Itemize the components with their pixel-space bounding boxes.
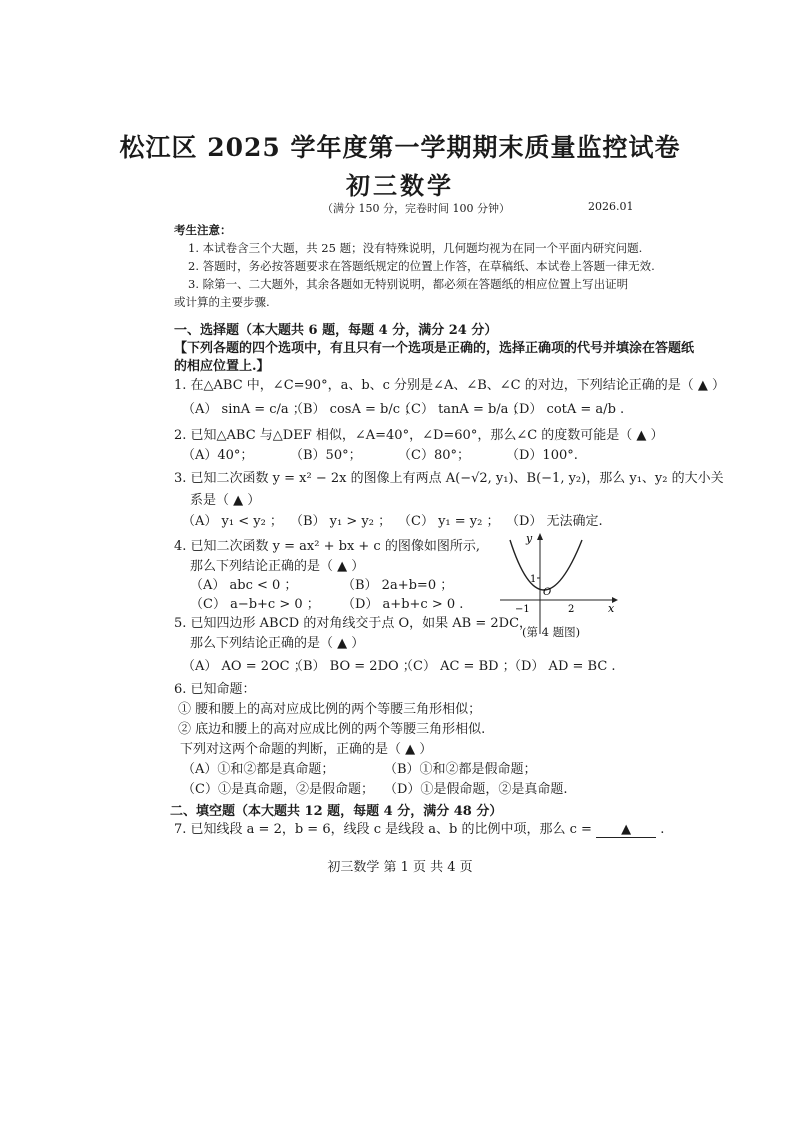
question-1-stem: 1. 在△ABC 中，∠C=90°，a、b、c 分别是∠A、∠B、∠C 的对边，下列结论正确的是（ ▲ ） [174,378,726,393]
notice-heading: 考生注意： [174,223,232,237]
q4-option-c: （C） a−b+c > 0 ； [190,597,320,612]
q3-option-b: （B） y₁ > y₂ ； [290,514,392,529]
q6-option-d: （D）①是假命题，②是真命题. [384,782,568,797]
y-tick-label-1: 1 [530,574,537,585]
x-tick-label-2: 2 [568,604,575,615]
q1-option-a: （A） sinA = c/a ； [182,402,306,417]
q5-option-c: （C） AC = BD ； [400,659,516,674]
q2-option-a: （A）40°； [182,448,254,463]
q1-option-b: （B） cosA = b/c ； [290,402,418,417]
q6-option-b: （B）①和②都是假命题； [384,762,537,777]
q6-option-a: （A）①和②都是真命题； [182,762,335,777]
question-7 [174,818,664,838]
q4-option-b: （B） 2a+b=0 ； [342,578,454,593]
q2-option-b: （B）50°； [290,448,362,463]
x-axis-label: x [608,602,615,615]
q5-option-a: （A） AO = 2OC ； [182,659,307,674]
exam-subtitle: 初三数学 [346,171,454,200]
exam-date: 2026.01 [588,200,634,213]
parabola-curve [510,540,582,590]
notice-item: 1. 本试卷含三个大题，共 25 题；没有特殊说明，几何题均视为在同一个平面内研究问题. [188,241,643,255]
q3-option-a: （A） y₁ < y₂ ； [182,514,283,529]
q2-option-d: （D）100°. [506,448,578,463]
question-5-stem: 5. 已知四边形 ABCD 的对角线交于点 O，如果 AB = 2DC， [174,616,533,631]
q6-option-c: （C）①是真命题，②是假命题； [182,782,374,797]
q3-option-c: （C） y₁ = y₂ ； [398,514,500,529]
question-4-stem-cont: 那么下列结论正确的是（ ▲ ） [190,559,365,574]
q4-figure-caption: (第 4 题图) [522,625,581,639]
section2-heading: 二、填空题（本大题共 12 题，每题 4 分，满分 48 分） [170,804,503,819]
notice-item: 2. 答题时，务必按答题要求在答题纸规定的位置上作答，在草稿纸、本试卷上答题一律无效. [188,259,655,273]
x-tick-label-neg1: −1 [515,604,530,615]
q6-proposition-2: ② 底边和腰上的高对应成比例的两个等腰三角形相似. [178,722,486,737]
y-axis-label: y [526,532,533,545]
question-6-stem-cont: 下列对这两个命题的判断，正确的是（ ▲ ） [180,742,433,757]
answer-blank: ▲ [596,822,656,838]
q1-option-d: （D） cotA = a/b . [506,402,625,417]
question-3-stem: 3. 已知二次函数 y = x² − 2x 的图像上有两点 A(−√2, y₁)、B(−1, y₂)，那么 y₁、y₂ 的大小关 [174,471,724,486]
section1-instruction: 的相应位置上.】 [174,359,270,374]
question-3-stem-cont: 系是（ ▲ ） [190,493,261,508]
y-axis-arrow [537,533,543,540]
section1-instruction: 【下列各题的四个选项中，有且只有一个选项是正确的，选择正确项的代号并填涂在答题纸 [174,341,695,356]
notice-item: 或计算的主要步骤. [174,295,270,309]
origin-label: O [543,587,552,598]
question-7-end: . [660,822,665,837]
notice-item: 3. 除第一、二大题外，其余各题如无特别说明，都必须在答题纸的相应位置上写出证明 [188,277,629,291]
q1-option-c: （C） tanA = b/a ； [398,402,526,417]
question-4-stem: 4. 已知二次函数 y = ax² + bx + c 的图像如图所示, [174,539,480,554]
q4-option-a: （A） abc < 0 ； [190,578,298,593]
q5-option-d: （D） AD = BC . [508,659,616,674]
q6-proposition-1: ① 腰和腰上的高对应成比例的两个等腰三角形相似； [178,702,482,717]
q5-option-b: （B） BO = 2DO ； [290,659,416,674]
question-6-stem: 6. 已知命题： [174,682,256,697]
exam-info: （满分 150 分，完卷时间 100 分钟） [322,202,510,215]
q3-option-d: （D） 无法确定. [506,514,603,529]
section1-heading: 一、选择题（本大题共 6 题，每题 4 分，满分 24 分） [174,323,498,338]
question-2-stem: 2. 已知△ABC 与△DEF 相似，∠A=40°，∠D=60°，那么∠C 的度数可能是（ ▲ ） [174,428,664,443]
q4-option-d: （D） a+b+c > 0 . [342,597,464,612]
question-5-stem-cont: 那么下列结论正确的是（ ▲ ） [190,636,365,651]
q2-option-c: （C）80°； [398,448,470,463]
question-7-stem: 7. 已知线段 a = 2，b = 6，线段 c 是线段 a、b 的比例中项，那么 c = [174,822,592,837]
page-footer: 初三数学 第 1 页 共 4 页 [327,860,473,875]
exam-title: 松江区 2025 学年度第一学期期末质量监控试卷 [119,133,681,162]
